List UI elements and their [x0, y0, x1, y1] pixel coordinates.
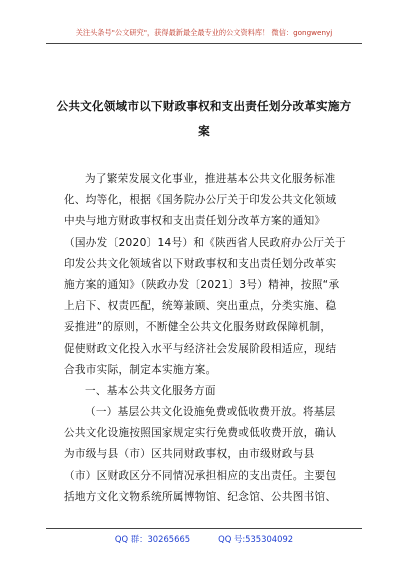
body-line: 上启下、权责匹配，统筹兼顾、突出重点，分类实施、稳	[64, 300, 337, 313]
body-line: 印发公共文化领域省以下财政事权和支出责任划分改革实	[64, 257, 337, 270]
body-line: 化、均等化，根据《国务院办公厅关于印发公共文化领域	[64, 194, 337, 207]
body-line: 妥推进”的原则，不断健全公共文化服务财政保障机制，	[64, 321, 332, 334]
body-line: （一）基层公共文化设施免费或低收费开放。将基层	[85, 406, 336, 419]
document-title-line-1: 公共文化领域市以下财政事权和支出责任划分改革实施方	[56, 99, 352, 113]
body-line: 公共文化设施按照国家规定实行免费或低收费开放，确认	[64, 427, 337, 440]
body-line: 合我市实际，制定本实施方案。	[64, 363, 217, 376]
qq-number: QQ 号:535304092	[218, 534, 294, 544]
header-divider	[46, 43, 362, 44]
qq-group-number: QQ 群：30265665	[114, 534, 191, 544]
document-body	[64, 169, 348, 508]
body-line: 中央与地方财政事权和支出责任划分改革方案的通知》	[64, 215, 326, 228]
header-note: 关注头条号"公文研究"，获得最新最全最专业的公文资料库！ 微信：gongwenyj	[75, 28, 333, 37]
document-title-line-2: 案	[198, 124, 210, 138]
body-line: 施方案的通知》（陕政办发〔2021〕3号）精神，按照“承	[64, 278, 340, 291]
body-line: 促使财政文化投入水平与经济社会发展阶段相适应，现结	[64, 342, 337, 355]
body-line: 为市级与县（市）区共同财政事权，由市级财政与县	[64, 448, 315, 461]
body-line: （国办发〔2020〕14号）和《陕西省人民政府办公厅关于	[64, 236, 346, 249]
section-heading: 一、基本公共文化服务方面	[85, 384, 216, 397]
body-line: （市）区财政区分不同情况承担相应的支出责任。主要包	[64, 469, 337, 482]
body-line: 为了繁荣发展文化事业，推进基本公共文化服务标准	[85, 173, 336, 185]
footer-contact	[0, 533, 408, 545]
body-line: 括地方文化文物系统所属博物馆、纪念馆、公共图书馆、	[64, 490, 337, 503]
footer-divider	[46, 528, 362, 529]
